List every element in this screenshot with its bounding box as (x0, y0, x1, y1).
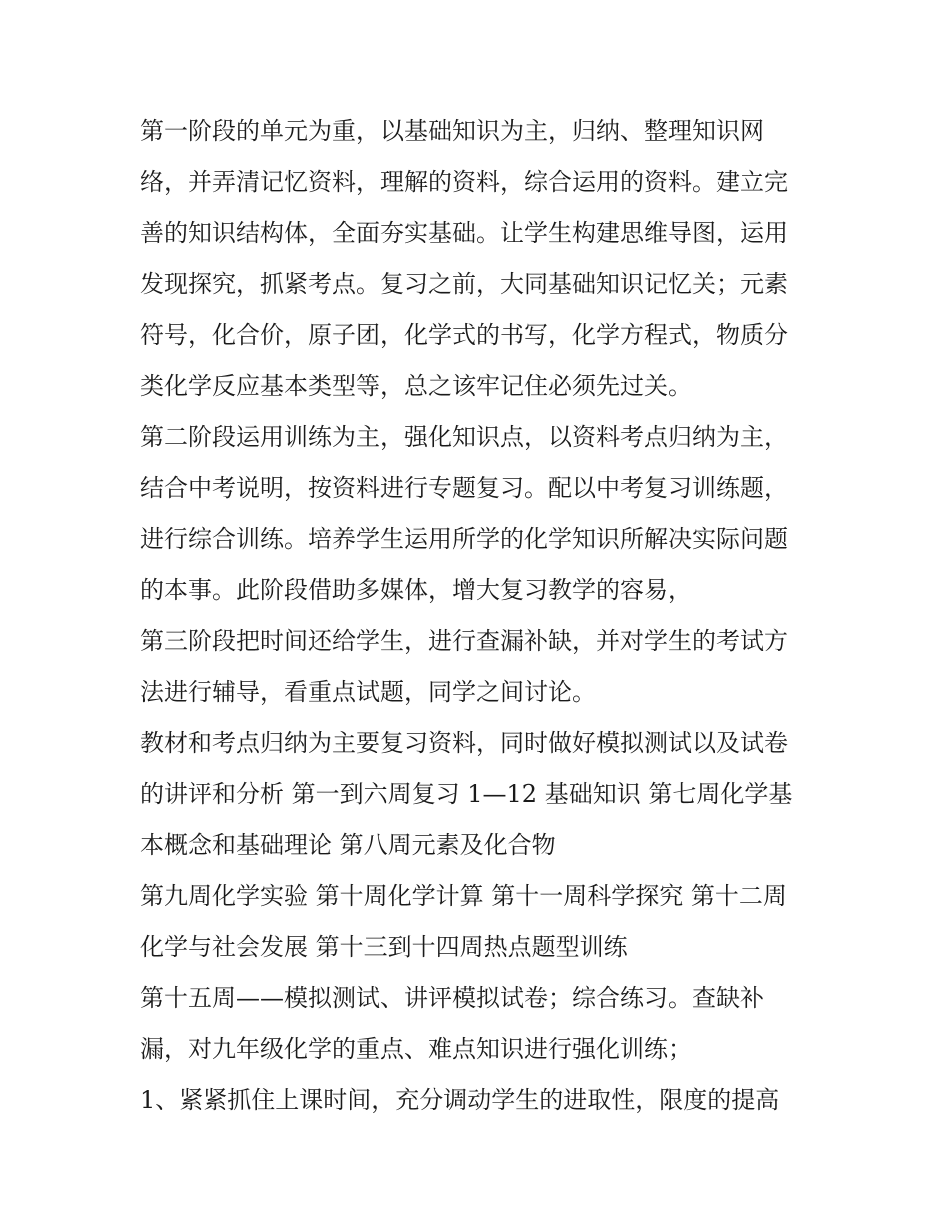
text-line: 第十五周——模拟测试、讲评模拟试卷；综合练习。查缺补 (140, 984, 764, 1012)
text-line: 1、紧紧抓住上课时间，充分调动学生的进取性，限度的提高 (140, 1086, 780, 1114)
text-line: 本概念和基础理论 第八周元素及化合物 (140, 831, 556, 859)
text-line: 第一阶段的单元为重，以基础知识为主，归纳、整理知识网 (140, 117, 764, 145)
text-line: 第九周化学实验 第十周化学计算 第十一周科学探究 第十二周 (140, 882, 787, 910)
document-body (140, 110, 820, 1130)
text-line: 进行综合训练。培养学生运用所学的化学知识所解决实际问题 (140, 525, 788, 553)
text-line: 法进行辅导，看重点试题，同学之间讨论。 (140, 678, 596, 706)
text-line: 结合中考说明，按资料进行专题复习。配以中考复习训练题， (140, 474, 788, 502)
text-line: 的本事。此阶段借助多媒体，增大复习教学的容易， (140, 576, 692, 604)
text-line: 符号，化合价，原子团，化学式的书写，化学方程式，物质分 (140, 321, 788, 349)
text-line: 化学与社会发展 第十三到十四周热点题型训练 (140, 933, 628, 961)
text-line: 漏，对九年级化学的重点、难点知识进行强化训练； (140, 1035, 692, 1063)
text-line: 善的知识结构体，全面夯实基础。让学生构建思维导图，运用 (140, 219, 788, 247)
text-line: 类化学反应基本类型等，总之该牢记住必须先过关。 (140, 372, 692, 400)
text-line: 的讲评和分析 第一到六周复习 1—12 基础知识 第七周化学基 (140, 780, 793, 808)
text-line: 第二阶段运用训练为主，强化知识点，以资料考点归纳为主， (140, 423, 788, 451)
text-line: 教材和考点归纳为主要复习资料，同时做好模拟测试以及试卷 (140, 729, 788, 757)
text-line: 第三阶段把时间还给学生，进行查漏补缺，并对学生的考试方 (140, 627, 788, 655)
text-line: 络，并弄清记忆资料，理解的资料，综合运用的资料。建立完 (140, 168, 788, 196)
text-line: 发现探究，抓紧考点。复习之前，大同基础知识记忆关；元素 (140, 270, 788, 298)
